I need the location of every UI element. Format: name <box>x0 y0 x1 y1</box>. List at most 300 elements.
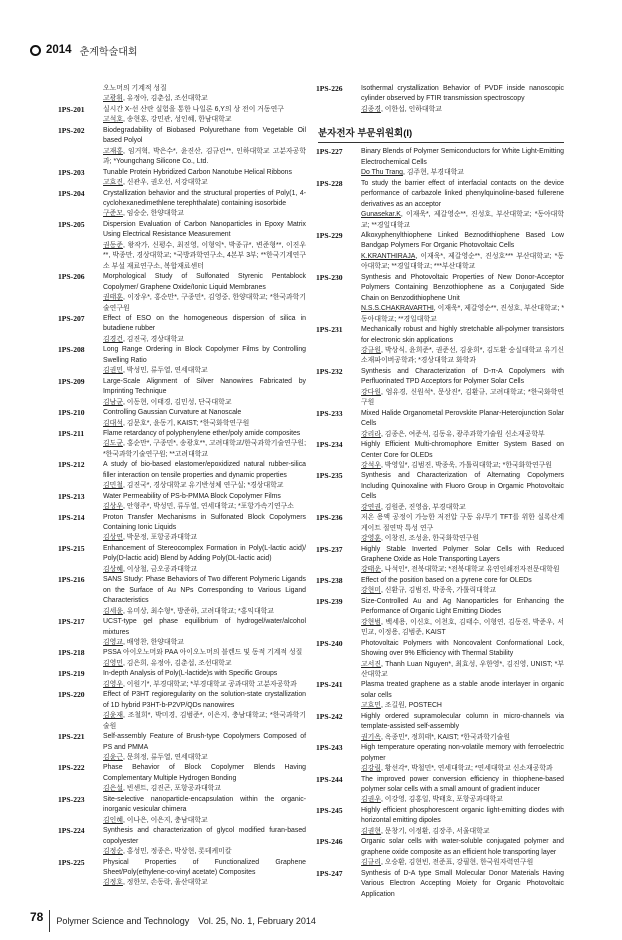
presenter-name: 김권우 <box>361 796 381 804</box>
entry-id: 1PS-211 <box>58 428 85 438</box>
abstract-entry <box>316 471 564 513</box>
entry-authors <box>361 105 564 115</box>
abstract-entry <box>316 84 564 115</box>
entry-id: 1PS-201 <box>58 104 85 114</box>
entry-authors <box>103 847 306 857</box>
coauthors-affiliation: , 옥종민*, 정희태*, KAIST; *한국과학기술원 <box>380 733 511 741</box>
circle-bullet-icon <box>30 45 41 56</box>
entry-authors <box>103 241 306 272</box>
coauthors-affiliation: , 오승환, 김현빈, 전준표, 강필현, 한국원자력연구원 <box>380 859 534 867</box>
entry-body <box>103 763 306 794</box>
entry-title: SANS Study: Phase Behaviors of Two different Polymeric Ligands on the Surface of Au NPs Corresponding to Various Ligand Characteristics <box>103 576 306 605</box>
abstract-entry <box>316 273 564 325</box>
entry-authors <box>361 701 564 711</box>
coauthors-affiliation: , 유정아, 김춘섭, 조선대학교 <box>122 95 208 103</box>
entry-title: 저온 용액 공정이 가능한 저전압 구동 유/무기 TFT를 위한 실록산계 게이트 절연막 특성 연구 <box>361 514 564 532</box>
entry-authors <box>103 293 306 314</box>
abstract-entry <box>316 597 564 639</box>
entry-authors <box>361 430 564 440</box>
entry-title: A study of bio-based elastomer/epoxidized natural rubber-silica filler interaction on tensile properties and dynamic properties <box>103 461 306 479</box>
entry-id: 1PS-216 <box>58 575 85 585</box>
entry-title: Plasma treated graphene as a stable anode interlayer in organic solar cells <box>361 681 564 699</box>
entry-id: 1PS-219 <box>58 669 85 679</box>
coauthors-affiliation: , 나석인*, 전북대학교; *전북대학교 유연인쇄전자전문대학원 <box>380 566 560 574</box>
coauthors-affiliation: , 신관우, 권오선, 서강대학교 <box>122 179 208 187</box>
entry-body <box>361 545 564 576</box>
presenter-name: 권동준 <box>103 241 123 249</box>
entry-title: To study the barrier effect of interfacial contacts on the device performance of carbazole linked phenylquinoline-based fullerene derivatives as an acceptor <box>361 179 564 208</box>
coauthors-affiliation: , 이상철, 금오공과대학교 <box>122 565 198 573</box>
entry-id: 1PS-218 <box>58 648 85 658</box>
entry-title: Long Range Ordering in Block Copolymer Films by Controlling Swelling Ratio <box>103 346 306 364</box>
entry-id: 1PS-213 <box>58 491 85 501</box>
presenter-name: 권기옥 <box>361 733 381 741</box>
entry-authors <box>103 533 306 543</box>
presenter-name: 강규원 <box>361 346 381 354</box>
presenter-name: 강현미 <box>361 587 381 595</box>
entry-body <box>361 837 564 868</box>
abstract-entry <box>58 126 306 168</box>
entry-body <box>103 272 306 314</box>
entry-title: Tunable Protein Hybridized Carbon Nanotube Helical Ribbons <box>103 168 292 176</box>
entry-id: 1PS-236 <box>316 513 343 523</box>
entry-id: 1PS-243 <box>316 743 343 753</box>
entry-id: 1PS-222 <box>58 763 85 773</box>
entry-body <box>361 712 564 743</box>
presenter-name: 김상혜 <box>103 565 123 573</box>
entry-id: 1PS-203 <box>58 167 85 177</box>
entry-body <box>103 126 306 168</box>
presenter-name: 강영훈 <box>361 535 381 543</box>
entry-authors <box>103 502 306 512</box>
entry-body <box>103 84 306 105</box>
coauthors-affiliation: , 이재욱*, 제갈영순**, 진성호, 부산대학교; *동아대학교; **경일대학교 <box>361 211 564 229</box>
entry-authors <box>103 607 306 617</box>
entry-id: 1PS-207 <box>58 313 85 323</box>
presenter-name: 김세윤 <box>103 607 123 615</box>
abstract-entry <box>316 576 564 597</box>
entry-id: 1PS-235 <box>316 471 343 481</box>
abstract-entry <box>316 179 564 231</box>
entry-id: 1PS-244 <box>316 774 343 784</box>
entry-body <box>361 179 564 231</box>
entry-title: The improved power conversion efficiency in thiophene-based polymer solar cells with a small amount of gradient inducer <box>361 775 564 793</box>
abstract-entry <box>316 367 564 409</box>
entry-title: Highly efficient phosphorescent organic light-emitting diodes with horizontal emitting dipoles <box>361 806 564 825</box>
coauthors-affiliation: , 정한모, 손동락, 울산대학교 <box>122 879 208 887</box>
entry-authors <box>103 209 306 219</box>
entry-authors <box>361 827 564 837</box>
entry-authors <box>361 795 564 805</box>
entry-body <box>103 858 306 889</box>
coauthors-affiliation: , 김진국, 경상대학교 <box>122 335 184 343</box>
entry-body <box>361 513 564 544</box>
abstract-entry <box>58 168 306 189</box>
abstract-entry <box>316 545 564 576</box>
entry-id: 1PS-238 <box>316 575 343 585</box>
abstract-entry <box>58 84 306 105</box>
coauthors-affiliation: , 김문호*, 윤동기, KAIST; *한국화학연구원 <box>122 419 250 427</box>
abstract-entry <box>316 639 564 681</box>
entry-body <box>103 460 306 491</box>
coauthors-affiliation: , 이원기*, 부경대학교; *부경대학교 공과대학 고분자공학과 <box>122 680 297 688</box>
abstract-entry <box>58 690 306 732</box>
entry-body <box>103 544 306 575</box>
entry-title: Isothermal crystallization Behavior of PVDF inside nanoscopic cylinder observed by FTIR transmission spectroscopy <box>361 85 564 103</box>
presenter-name: 김정호 <box>103 879 123 887</box>
entry-id: 1PS-233 <box>316 408 343 418</box>
entry-authors <box>103 784 306 794</box>
abstract-entry <box>316 680 564 711</box>
entry-body <box>361 680 564 711</box>
entry-authors <box>361 660 564 681</box>
presenter-name: 강현범 <box>361 618 381 626</box>
presenter-name: 김민철 <box>103 482 123 490</box>
coauthors-affiliation: , 박상식, 윤희준*, 권준선, 김윤희*, 김도환 숭실대학교 유기신소재파이버공학과; *경상대학교 화학과 <box>361 346 564 365</box>
coauthors-affiliation: , 안형주*, 박성민, 류두열, 연세대학교; *포항가속기연구소 <box>122 503 294 511</box>
entry-body <box>361 576 564 597</box>
entry-body <box>361 273 564 325</box>
entry-title: Photovoltaic Polymers with Noncovalent Conformational Lock, Showing over 9% Efficiency with Thermal Stability <box>361 639 564 658</box>
presenter-name: 김대석 <box>103 419 123 427</box>
entry-id: 1PS-208 <box>58 345 85 355</box>
entry-id: 1PS-247 <box>316 868 343 878</box>
abstract-entry <box>316 712 564 743</box>
entry-authors <box>103 419 306 429</box>
coauthors-affiliation: , 김은희, 유정아, 김춘섭, 조선대학교 <box>122 659 232 667</box>
entry-title: Controlling Gaussian Curvature at Nanoscale <box>103 409 242 417</box>
coauthors-affiliation: , 문희정, 류두열, 연세대학교 <box>122 754 208 761</box>
entry-id: 1PS-226 <box>316 84 343 93</box>
abstract-entry <box>316 440 564 471</box>
coauthors-affiliation: , 김종은, 여준석, 김동유, 광주과학기술원 신소재공학부 <box>380 430 545 438</box>
entry-id: 1PS-228 <box>316 178 343 188</box>
abstract-entry <box>316 231 564 273</box>
presenter-name: 김정순 <box>103 848 123 856</box>
entry-id: 1PS-230 <box>316 272 343 282</box>
entry-authors <box>361 858 564 868</box>
entry-body <box>103 732 306 763</box>
entry-id: 1PS-220 <box>58 690 85 700</box>
page-header <box>30 42 622 58</box>
entry-authors <box>361 733 564 743</box>
presenter-name: 김남균 <box>103 398 123 406</box>
abstract-entry <box>316 325 564 367</box>
entry-id: 1PS-231 <box>316 325 343 335</box>
entry-body <box>103 617 306 648</box>
presenter-name: 김영민 <box>103 659 123 667</box>
entry-body <box>361 806 564 837</box>
coauthors-affiliation: , 빈센트, 김진곤, 포항공과대학교 <box>122 785 221 793</box>
entry-body <box>103 408 306 429</box>
entry-title: Mixed Halide Organometal Perovskite Planar-Heterojunction Solar Cells <box>361 409 564 428</box>
abstract-entry <box>58 105 306 126</box>
entry-authors <box>103 753 306 763</box>
coauthors-affiliation: , 백세용, 이신호, 이천호, 김태수, 이형연, 김동진, 박준우, 서민교, 이정용, 김범준, KAIST <box>361 618 564 637</box>
coauthors-affiliation: , 이나은, 이은지, 충남대학교 <box>122 816 208 824</box>
entry-id: 1PS-245 <box>316 805 343 815</box>
entry-title: Physical Properties of Functionalized Graphene Sheet/Poly(ethylene-co-vinyl acetate) Composites <box>103 858 306 876</box>
coauthors-affiliation: , 신환규, 김범진, 박종욱, 가톨릭대학교 <box>380 587 497 595</box>
coauthors-affiliation: , 이한섭, 인하대학교 <box>380 105 442 113</box>
entry-authors <box>103 565 306 575</box>
entry-title: 오노머의 기계적 성질 <box>103 85 167 92</box>
presenter-name: 김경건 <box>103 335 123 343</box>
entry-id: 1PS-217 <box>58 617 85 627</box>
entry-title: Mechanically robust and highly stretchable all-polymer transistors for electronic skin applications <box>361 326 564 344</box>
entry-body <box>361 409 564 440</box>
entry-id: 1PS-240 <box>316 638 343 648</box>
presenter-name: 권태훈 <box>103 294 123 302</box>
presenter-name: 고재홍 <box>103 147 123 155</box>
entry-authors <box>361 168 564 178</box>
presenter-name: 강태운 <box>361 566 381 574</box>
journal-issue: Vol. 25, No. 1, February 2014 <box>198 915 316 926</box>
coauthors-affiliation: , 김원준, 진영읍, 부경대학교 <box>380 503 466 511</box>
header-year: 2014 <box>46 44 72 56</box>
entry-title: UCST-type gel phase equilibrium of hydrogel/water/alcohol mixtures <box>103 618 306 636</box>
abstract-entry <box>58 858 306 889</box>
entry-body <box>103 690 306 732</box>
entry-body <box>361 325 564 367</box>
presenter-name: 강연권 <box>361 503 381 511</box>
coauthors-affiliation: , Thanh Luan Nguyen*, 최효성, 우한영*, 김진영, UNIST; *부산대학교 <box>361 660 564 679</box>
abstract-entry <box>316 513 564 544</box>
entry-title: Flame retardancy of polyphenylene ether/poly amide composites <box>103 429 301 437</box>
entry-body <box>103 314 306 345</box>
abstract-entry <box>58 460 306 491</box>
abstract-entry <box>58 544 306 575</box>
presenter-name: 김종경 <box>361 105 381 113</box>
entry-authors <box>361 565 564 575</box>
abstract-entry <box>58 492 306 513</box>
entry-title: Site-selective nanoparticle-encapsulation within the organic-inorganic vesicular chimera <box>103 795 306 814</box>
left-column <box>58 84 306 900</box>
entry-authors <box>103 439 306 460</box>
entry-title: Highly ordered supramolecular column in micro-channels via template-assisted self-assembly <box>361 712 564 731</box>
presenter-name: 구준모 <box>103 210 123 218</box>
presenter-name: 김은설 <box>103 785 123 793</box>
entry-id: 1PS-223 <box>58 794 85 804</box>
presenter-name: N.S.S.CHAKRAVARTHI <box>361 305 434 313</box>
presenter-name: 김영우 <box>103 680 123 688</box>
presenter-name: 강리라 <box>361 430 381 438</box>
coauthors-affiliation: , 이재욱*, 제갈영순**, 진성호*** 부산대학교; *동아대학교; **경일대학교; ***부산대학교 <box>361 252 564 271</box>
entry-title: Morphological Study of Sulfonated Styrenic Pentablock Copolymer/ Graphene Oxide/Ionic Liquid Membranes <box>103 273 306 291</box>
abstract-entry <box>58 377 306 408</box>
entry-body <box>361 440 564 471</box>
entry-title: Highly Efficient Multi-chromophore Emitter System Based on Center Core for OLEDs <box>361 441 564 459</box>
entry-id: 1PS-209 <box>58 376 85 386</box>
abstract-entry <box>58 429 306 460</box>
presenter-name: K.KRANTHIRAJA <box>361 252 416 260</box>
abstract-entry <box>58 314 306 345</box>
coauthors-affiliation: , 임승순, 한양대학교 <box>122 210 184 218</box>
presenter-name: 고효진 <box>103 179 123 187</box>
entry-authors <box>361 461 564 471</box>
presenter-name: 김윤근 <box>103 754 123 761</box>
entry-body <box>103 168 306 189</box>
coauthors-affiliation: , 유미상, 최수형*, 방준하, 고려대학교; *홍익대학교 <box>122 607 274 615</box>
entry-title: Organic solar cells with water-soluble conjugated polymer and graphene oxide composite as an efficient hole transporting layer <box>361 838 564 856</box>
entry-title: Synthesis and Photovoltaic Properties of New Donor-Acceptor Polymers Containing Benzothiophene as a Conjugated Side Chain on Benzodithiophene Unit <box>361 273 564 302</box>
entry-authors <box>361 503 564 513</box>
entry-id: 1PS-224 <box>58 826 85 836</box>
entry-authors <box>103 94 306 104</box>
entry-title: Self-assembly Feature of Brush-type Copolymers Composed of PS and PMMA <box>103 733 306 751</box>
entry-authors <box>103 366 306 376</box>
presenter-name: Do Thu Trang <box>361 169 404 177</box>
entry-body <box>103 648 306 669</box>
coauthors-affiliation: , 배영찬, 한양대학교 <box>122 639 184 647</box>
presenter-name: 고석호 <box>103 116 123 124</box>
coauthors-affiliation: , 이동현, 이태경, 김민성, 단국대학교 <box>122 398 232 406</box>
entry-authors <box>103 680 306 690</box>
entry-id: 1PS-229 <box>316 230 343 240</box>
entry-id: 1PS-221 <box>58 732 85 742</box>
presenter-name: 고효민 <box>361 702 381 710</box>
entry-body <box>103 575 306 617</box>
entry-id: 1PS-237 <box>316 544 343 554</box>
entry-authors <box>103 115 306 125</box>
entry-body <box>103 513 306 544</box>
entry-id: 1PS-204 <box>58 188 85 198</box>
entry-title: Water Permeability of PS-b-PMMA Block Copolymer Films <box>103 492 281 500</box>
abstract-entry <box>58 826 306 857</box>
entry-id: 1PS-241 <box>316 680 343 690</box>
entry-id: 1PS-232 <box>316 366 343 376</box>
coauthors-affiliation: , 홍순만*, 구종민*, 송광호**, 고려대학교/한국과학기술연구원; *한국과학기술연구원; **고려대학교 <box>103 440 306 458</box>
entry-title: Synthesis and characterization of glycol modified furan-based copolyester <box>103 827 306 845</box>
entry-id: 1PS-205 <box>58 219 85 229</box>
section-heading: 분자전자 부문위원회(I) <box>318 128 564 143</box>
entry-title: Synthesis and Characterization of Alternating Copolymers Including Quinoxaline with Fluoro Group in Orgamic Photovoltaic Cells <box>361 472 564 501</box>
entry-body <box>361 471 564 513</box>
entry-id: 1PS-206 <box>58 272 85 282</box>
abstract-entry <box>316 743 564 774</box>
entry-title: Synthesis and Characterization of D-π-A Copolymers with Perfluorinated TPD Acceptors for Polymer Solar Cells <box>361 367 564 386</box>
abstract-entry <box>58 732 306 763</box>
coauthors-affiliation: , 홍성민, 정종은, 박상현, 롯데케미칼 <box>122 848 232 856</box>
entry-title: Synthesis of D-A type Small Molecular Donor Materials Having Various Electron Accepting Moiety for Organic Photovoltaic Application <box>361 869 564 898</box>
entry-authors <box>103 816 306 826</box>
presenter-name: 김도균 <box>103 440 123 448</box>
coauthors-affiliation: , 박성민, 류두열, 연세대학교 <box>122 367 208 375</box>
entry-title: Biodegradability of Biobased Polyurethane from Vegetable Oil based Polyol <box>103 126 306 145</box>
page-number: 78 <box>30 910 50 932</box>
coauthors-affiliation: , 엄유경, 신원석*, 문상진*, 김환규, 고려대학교; *한국화학연구원 <box>361 388 564 407</box>
entry-id: 1PS-227 <box>316 147 343 157</box>
coauthors-affiliation: , 이강영, 김홍일, 박태호, 포항공과대학교 <box>380 796 503 804</box>
entry-body <box>361 367 564 409</box>
abstract-entry <box>316 869 564 900</box>
abstract-entry <box>316 147 564 178</box>
abstract-entry <box>58 220 306 272</box>
columns <box>0 84 622 900</box>
presenter-name: Gunasekar.K <box>361 211 401 219</box>
entry-authors <box>361 210 564 231</box>
coauthors-affiliation: , 조길원, POSTECH <box>380 702 442 710</box>
entry-body <box>103 492 306 513</box>
coauthors-affiliation: , 이창진, 조성윤, 한국화학연구원 <box>380 535 479 543</box>
entry-authors <box>103 481 306 491</box>
abstract-entry <box>58 575 306 617</box>
entry-id: 1PS-210 <box>58 408 85 418</box>
entry-title: Phase Behavior of Block Copolymer Blends Having Complementary Multiple Hydrogen Bonding <box>103 764 306 782</box>
entry-body <box>103 189 306 220</box>
entry-authors <box>103 398 306 408</box>
entry-id: 1PS-242 <box>316 711 343 721</box>
abstract-entry <box>58 669 306 690</box>
entry-body <box>361 743 564 774</box>
entry-id: 1PS-212 <box>58 460 85 470</box>
abstract-entry <box>316 806 564 837</box>
right-column <box>316 84 564 900</box>
entry-id: 1PS-202 <box>58 125 85 135</box>
coauthors-affiliation: , 왕작가, 신평수, 최진영, 이형익*, 박종규*, 변준형**, 이진우**, 박종만, 경상대학교; *국방과학연구소, 4본부 3부; **한국기계연구소 부설 재료연구소, 복합재료센터 <box>103 241 306 270</box>
entry-authors <box>361 252 564 273</box>
presenter-name: 강다원 <box>361 388 381 396</box>
entry-title: Large-Scale Alignment of Silver Nanowires Fabricated by Imprinting Technique <box>103 377 306 396</box>
abstract-entry <box>316 409 564 440</box>
entry-body <box>103 105 306 126</box>
entry-title: Effect of P3HT regioregularity on the solution-state crystallization of 1D hybrid P3HT-b-P2VP/QDs nanowires <box>103 691 306 709</box>
presenter-name: 강석우 <box>361 461 381 469</box>
coauthors-affiliation: , 이재욱*, 제갈영순**, 진성호, 부산대학교; *동아대학교; **경일대학교 <box>361 305 564 323</box>
header-conference: 춘계학술대회 <box>79 46 138 58</box>
entry-authors <box>103 178 306 188</box>
presenter-name: 김규리 <box>361 859 381 867</box>
entry-authors <box>103 711 306 732</box>
entry-authors <box>103 147 306 168</box>
entry-authors <box>361 586 564 596</box>
entry-body <box>103 377 306 408</box>
entry-body <box>361 597 564 639</box>
coauthors-affiliation: , 박영일*, 김범진, 박종욱, 가톨릭대학교; *한국화학연구원 <box>380 461 552 469</box>
entry-authors <box>361 618 564 639</box>
entry-id: 1PS-239 <box>316 596 343 606</box>
entry-authors <box>361 764 564 774</box>
entry-title: Size-Controlled Au and Ag Nanoparticles for Enhancing the Performance of Organic Light Emitting Diodes <box>361 597 564 616</box>
entry-title: High temperature operating non-volatile memory with ferroelectric polymer <box>361 744 564 762</box>
entry-body <box>361 231 564 273</box>
entry-body <box>361 147 564 178</box>
entry-authors <box>103 638 306 648</box>
entry-body <box>103 429 306 460</box>
abstract-entry <box>58 513 306 544</box>
presenter-name: 김권현 <box>361 827 381 835</box>
abstract-entry <box>58 272 306 314</box>
presenter-name: 김윤재 <box>103 712 123 720</box>
abstract-entry <box>58 617 306 648</box>
entry-body <box>361 639 564 681</box>
coauthors-affiliation: , 이장우*, 홍순만*, 구종민*, 김영중, 한양대학교; *한국과학기술연구원 <box>103 294 306 312</box>
entry-title: Binary Blends of Polymer Semiconductors for White Light-Emitting Electrochemical Cells <box>361 148 564 166</box>
entry-body <box>103 345 306 376</box>
entry-title: In-depth Analysis of Poly(L-lactide)s with Specific Groups <box>103 670 278 678</box>
journal-name: Polymer Science and Technology <box>56 915 190 926</box>
abstract-entry <box>316 775 564 806</box>
abstract-entry <box>58 763 306 794</box>
entry-id: 1PS-246 <box>316 837 343 847</box>
entry-body <box>361 869 564 900</box>
entry-authors <box>103 335 306 345</box>
entry-body <box>361 84 564 115</box>
entry-title: Alkoxyphenylthiophene Linked Beznodithiophene Based Low Bandgap Polymers For Organic Photovoltaic Cells <box>361 231 564 250</box>
presenter-name: 고광휘 <box>103 95 123 103</box>
presenter-name: 고서진 <box>361 660 381 668</box>
entry-authors <box>361 534 564 544</box>
